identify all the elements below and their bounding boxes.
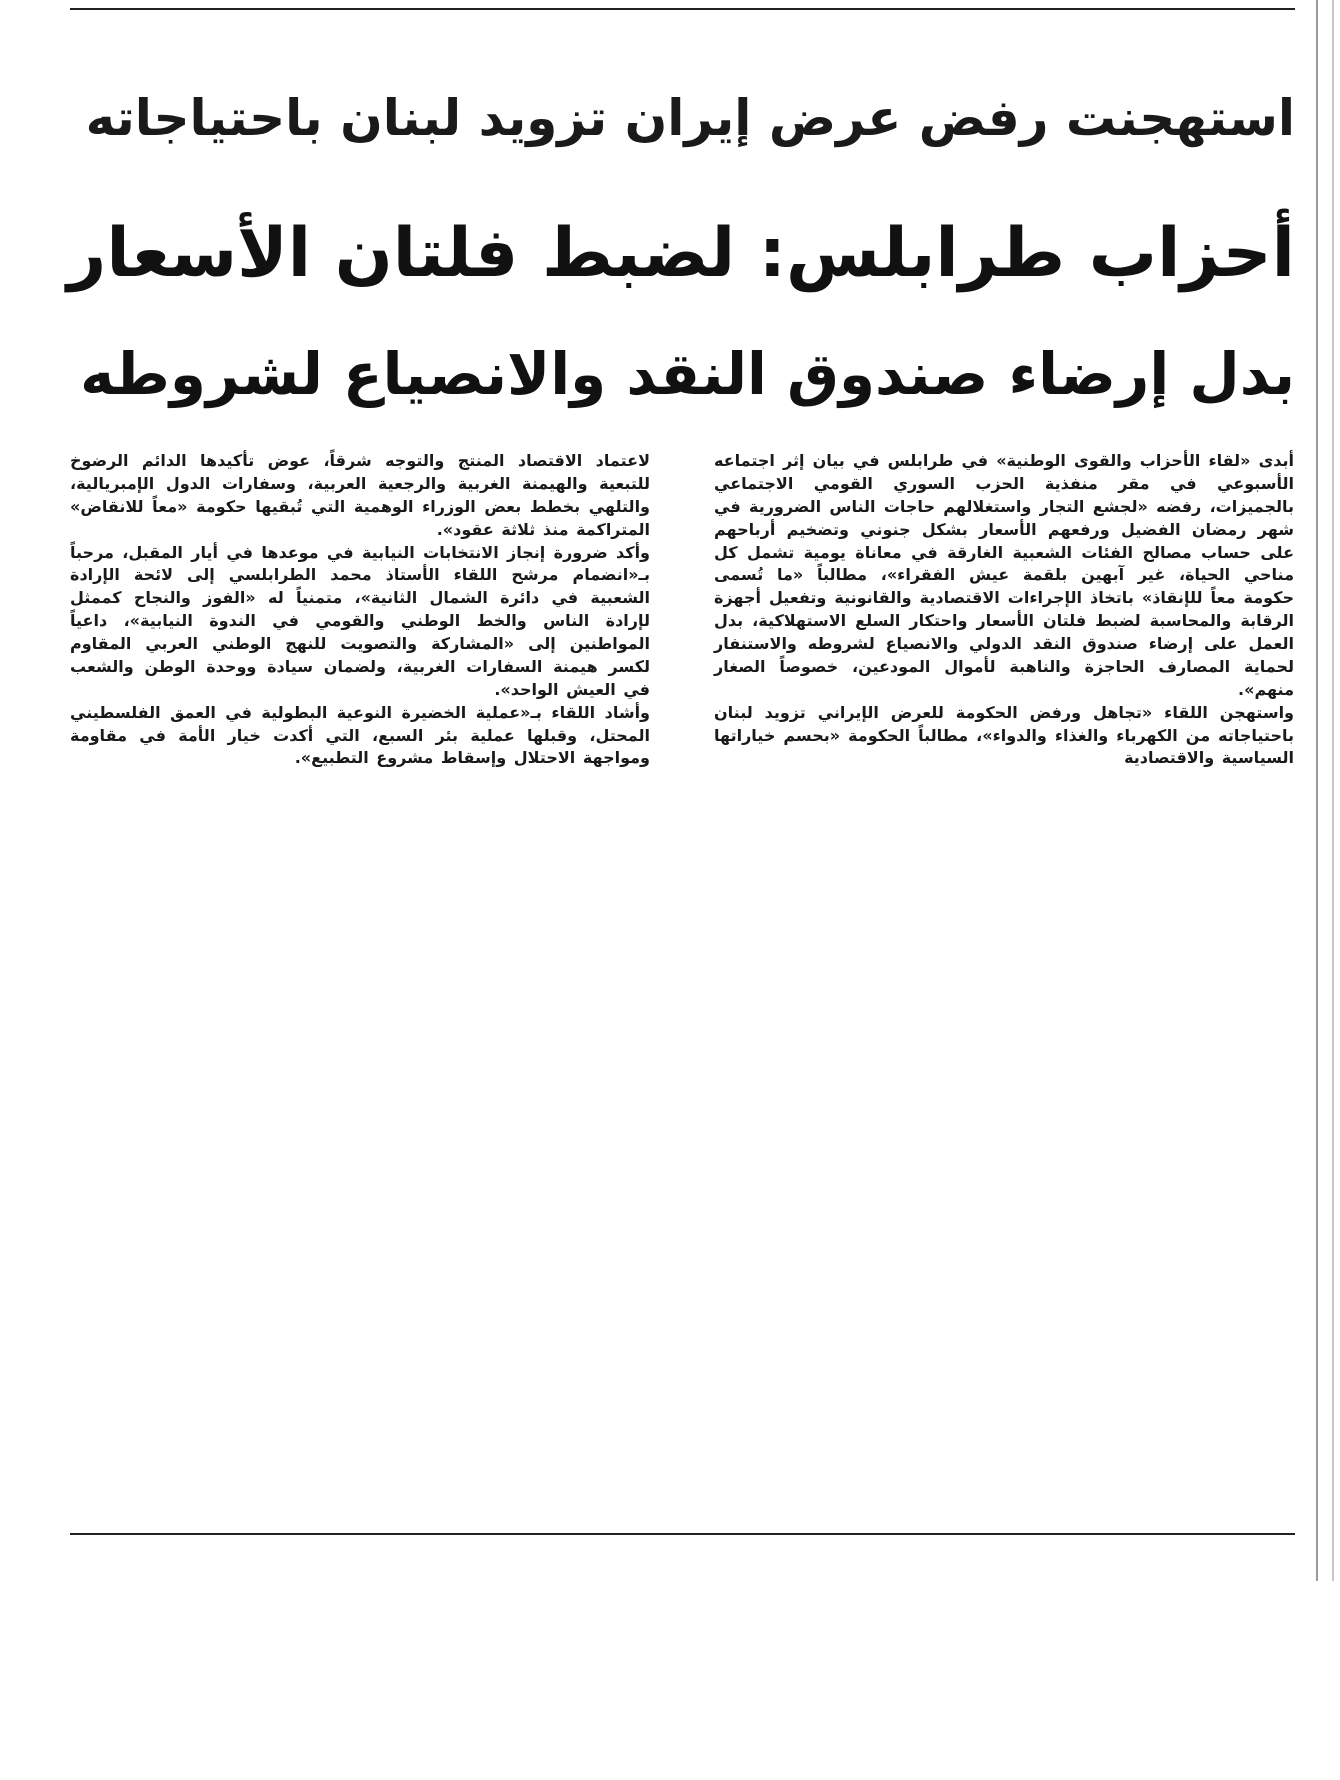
- paragraph: لاعتماد الاقتصاد المنتج والتوجه شرقاً، عوض تأكيدها الدائم الرضوخ للتبعية والهيمنة الغربية والرجعية العربية، وسفارات الدول الإمبريالية، والتلهي بخطط بعض الوزراء الوهمية التي تُبقيها حكومة «معاً للانقاض» المتراكمة منذ ثلاثة عقود».: [70, 451, 650, 539]
- paragraph: وأشاد اللقاء بـ«عملية الخضيرة النوعية البطولية في العمق الفلسطيني المحتل، وقبلها عملية بئر السبع، التي أكدت خيار الأمة في مقاومة ومواجهة الاحتلال وإسقاط مشروع التطبيع».: [70, 702, 650, 768]
- paragraph: وأكد ضرورة إنجاز الانتخابات النيابية في موعدها في أيار المقبل، مرحباً بـ«انضمام مرشح اللقاء الأستاذ محمد الطرابلسي إلى لائحة الإرادة الشعبية في دائرة الشمال الثانية»، متمنياً له «الفوز والنجاح كممثل لإرادة الناس والخط الوطني والقومي في الندوة النيابية»، داعياً المواطنين إلى «المشاركة والتصويت للنهج الوطني العربي المقاوم لكسر هيمنة السفارات الغربية، ولضمان سيادة ووحدة الوطن والشعب في العيش الواحد».: [70, 542, 650, 699]
- headline-line-2: بدل إرضاء صندوق النقد والانصياع لشروطه: [80, 340, 1295, 408]
- top-rule: [70, 8, 1295, 10]
- bottom-rule: [70, 1533, 1295, 1535]
- headline-line-1: أحزاب طرابلس: لضبط فلتان الأسعار: [67, 214, 1295, 293]
- paragraph: أبدى «لقاء الأحزاب والقوى الوطنية» في طرابلس في بيان إثر اجتماعه الأسبوعي في مقر منفذية الحزب السوري القومي الاجتماعي بالجميزات، رفضه «لجشع التجار واستغلالهم حاجات الناس الضرورية في شهر رمضان الفضيل ورفعهم الأسعار بشكل جنوني وتضخيم أرباحهم على حساب مصالح الفئات الشعبية الغارقة في معاناة يومية تشمل كل مناحي الحياة، غير آبهين بلقمة عيش الفقراء»، مطالباً «ما تُسمى حكومة معاً للإنقاذ» باتخاذ الإجراءات الاقتصادية والقانونية وتفعيل أجهزة الرقابة والمحاسبة لضبط فلتان الأسعار واحتكار السلع الاستهلاكية، بدل العمل على إرضاء صندوق النقد الدولي والانصياع لشروطه والاستنفار لحماية المصارف الحاجزة والناهبة لأموال المودعين، خصوصاً الصغار منهم».: [714, 451, 1294, 699]
- kicker-headline: استهجنت رفض عرض إيران تزويد لبنان باحتياجاته: [85, 89, 1295, 147]
- paragraph: واستهجن اللقاء «تجاهل ورفض الحكومة للعرض الإيراني تزويد لبنان باحتياجاته من الكهرباء والغذاء والدواء»، مطالباً الحكومة «بحسم خياراتها السياسية والاقتصادية: [714, 702, 1294, 768]
- page-edge-line-outer: [1332, 0, 1334, 1581]
- page-edge-line: [1316, 0, 1318, 1581]
